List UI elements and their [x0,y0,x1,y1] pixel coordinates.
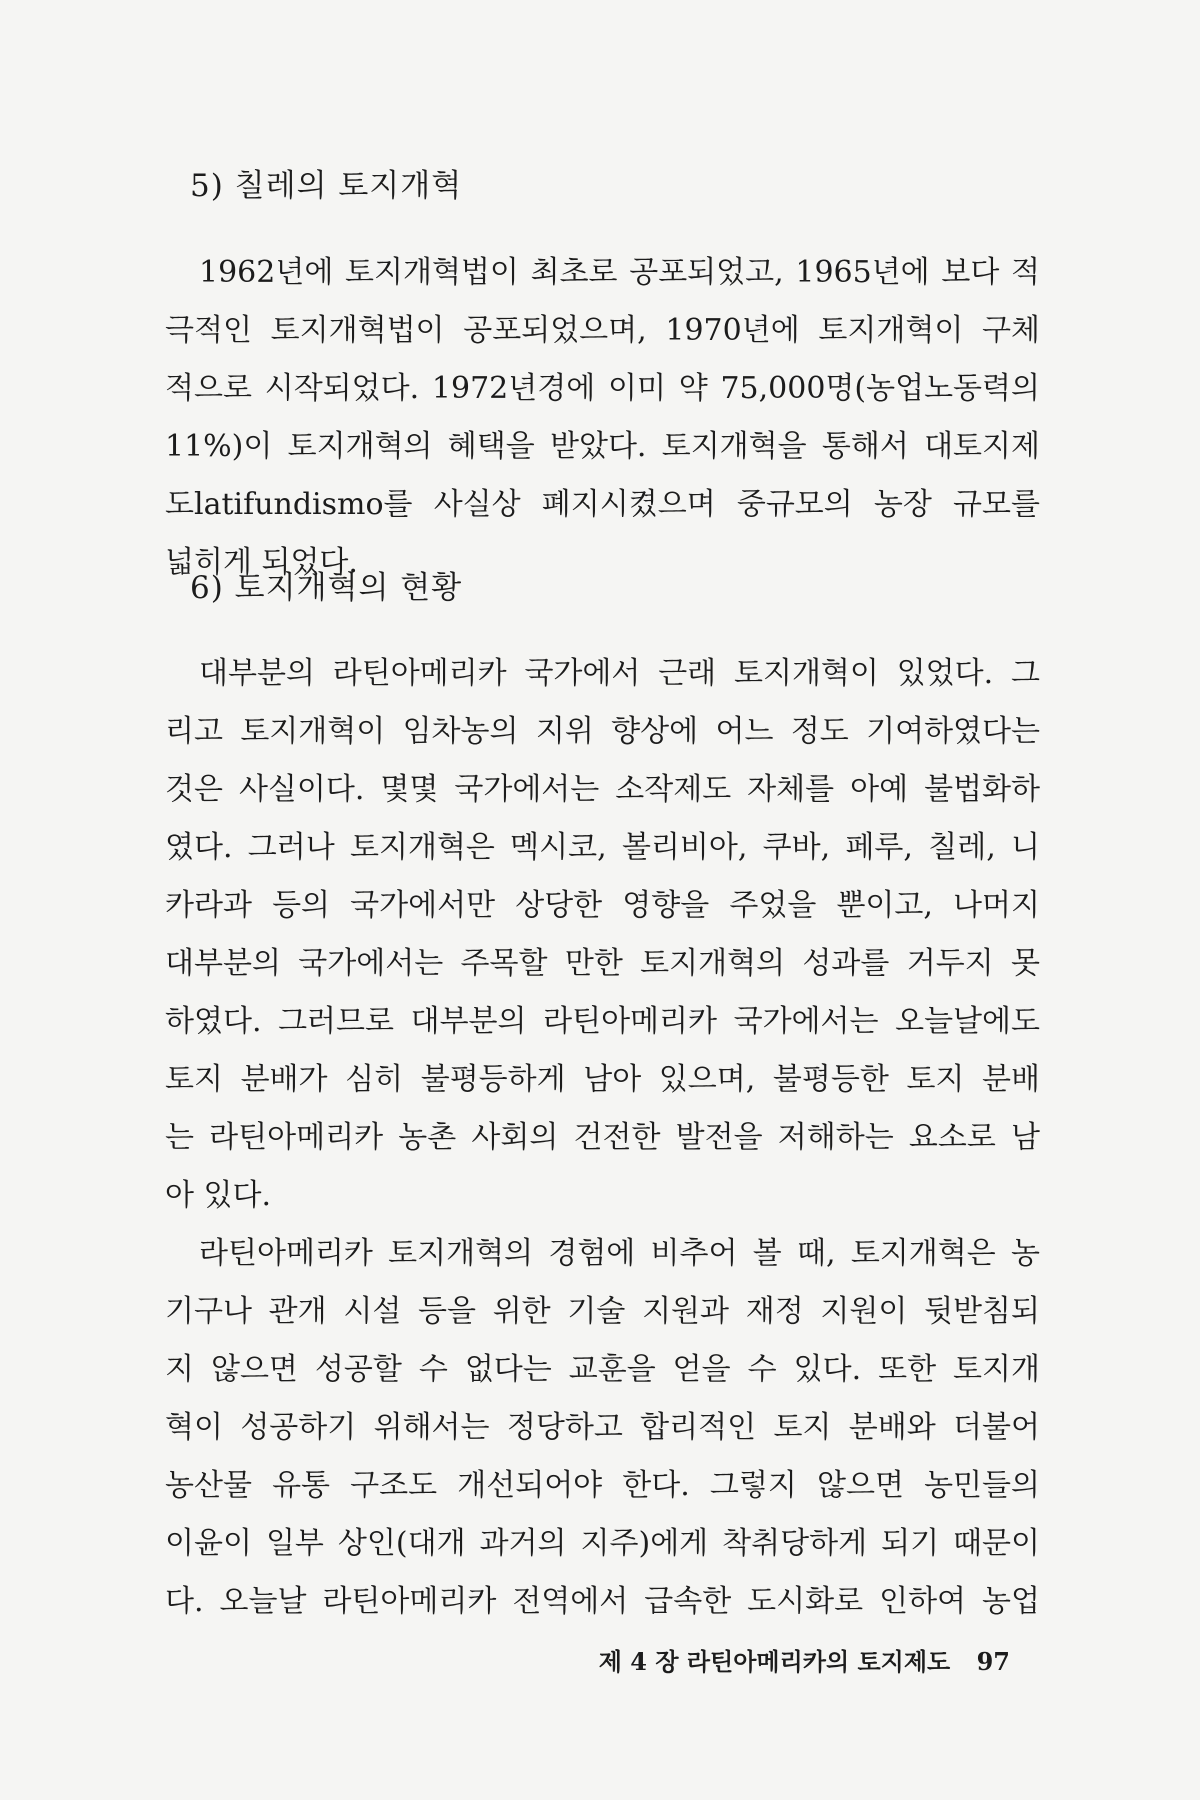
section-6-heading: 6) 토지개혁의 현황 [190,570,463,606]
chapter-title: 제 4 장 라틴아메리카의 토지제도 [598,1647,951,1676]
section-5-paragraph [165,244,1040,592]
text-line: 도latifundismo를 사실상 폐지시켰으며 중규모의 농장 규모를 [165,487,1040,522]
text-line: 였다. 그러나 토지개혁은 멕시코, 볼리비아, 쿠바, 페루, 칠레, 니 [165,830,1040,865]
section-5-heading: 5) 칠레의 토지개혁 [190,168,463,204]
page-number: 97 [976,1647,1010,1676]
text-line: 넓히게 되었다. [165,545,358,580]
text-line: 농산물 유통 구조도 개선되어야 한다. 그렇지 않으면 농민들의 [165,1468,1040,1503]
text-line: 라틴아메리카 토지개혁의 경험에 비추어 볼 때, 토지개혁은 농 [199,1236,1040,1271]
text-line: 것은 사실이다. 몇몇 국가에서는 소작제도 자체를 아예 불법화하 [165,772,1040,807]
text-line: 대부분의 국가에서는 주목할 만한 토지개혁의 성과를 거두지 못 [165,946,1040,981]
section-6-paragraph-1 [165,645,1040,1225]
section-6-paragraph-2 [165,1225,1040,1631]
text-line: 11%)이 토지개혁의 혜택을 받았다. 토지개혁을 통해서 대토지제 [165,429,1040,464]
text-line: 이윤이 일부 상인(대개 과거의 지주)에게 착취당하게 되기 때문이 [165,1526,1040,1561]
text-line: 1962년에 토지개혁법이 최초로 공포되었고, 1965년에 보다 적 [199,255,1040,290]
text-line: 다. 오늘날 라틴아메리카 전역에서 급속한 도시화로 인하여 농업 [165,1584,1040,1619]
text-line: 기구나 관개 시설 등을 위한 기술 지원과 재정 지원이 뒷받침되 [165,1294,1040,1329]
text-line: 적으로 시작되었다. 1972년경에 이미 약 75,000명(농업노동력의 [165,371,1040,406]
text-line: 토지 분배가 심히 불평등하게 남아 있으며, 불평등한 토지 분배 [165,1062,1040,1097]
text-line: 대부분의 라틴아메리카 국가에서 근래 토지개혁이 있었다. 그 [199,656,1040,691]
text-line: 혁이 성공하기 위해서는 정당하고 합리적인 토지 분배와 더불어 [165,1410,1040,1445]
text-line: 는 라틴아메리카 농촌 사회의 건전한 발전을 저해하는 요소로 남 [165,1120,1040,1155]
text-line: 극적인 토지개혁법이 공포되었으며, 1970년에 토지개혁이 구체 [165,313,1040,348]
text-line: 지 않으면 성공할 수 없다는 교훈을 얻을 수 있다. 또한 토지개 [165,1352,1040,1387]
text-line: 카라과 등의 국가에서만 상당한 영향을 주었을 뿐이고, 나머지 [165,888,1040,923]
page-footer [580,1642,1010,1677]
text-line: 하였다. 그러므로 대부분의 라틴아메리카 국가에서는 오늘날에도 [165,1004,1040,1039]
text-line: 리고 토지개혁이 임차농의 지위 향상에 어느 정도 기여하였다는 [165,714,1040,749]
text-line: 아 있다. [165,1178,272,1213]
